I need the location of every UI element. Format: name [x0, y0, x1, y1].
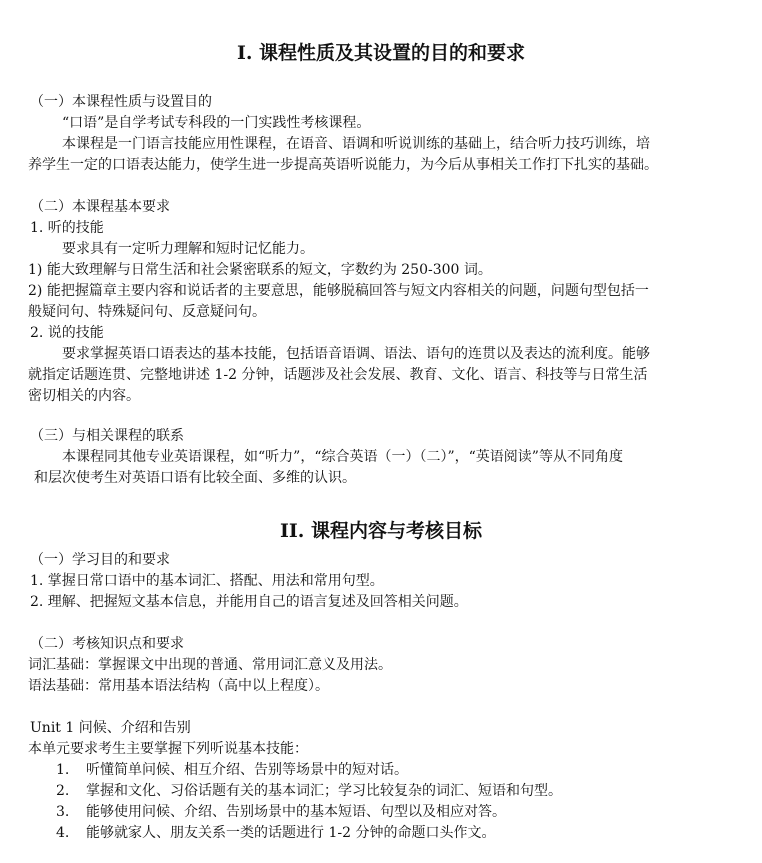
s1-part1-line: “口语”是自学考试专科段的一门实践性考核课程。: [62, 115, 371, 131]
s1-part3-line: 和层次使考生对英语口语有比较全面、多维的认识。: [34, 470, 356, 486]
s1-part2-line: 般疑问句、特殊疑问句、反意疑问句。: [28, 304, 266, 320]
s1-part2-line: 2. 说的技能: [30, 325, 104, 341]
section-1-title: I. 课程性质及其设置的目的和要求: [236, 42, 526, 64]
s1-part1-heading: （一）本课程性质与设置目的: [30, 94, 212, 110]
list-item-text: 听懂简单问候、相互介绍、告别等场景中的短对话。: [86, 762, 408, 778]
list-item-number: 3.: [56, 804, 70, 820]
s1-part2-heading: （二）本课程基本要求: [30, 199, 170, 215]
s2-part1-line: 2. 理解、把握短文基本信息，并能用自己的语言复述及回答相关问题。: [30, 594, 468, 610]
s1-part2-line: 1) 能大致理解与日常生活和社会紧密联系的短文，字数约为 250-300 词。: [28, 262, 492, 278]
s2-part2-line: 语法基础：常用基本语法结构（高中以上程度）。: [28, 678, 329, 694]
s1-part2-line: 密切相关的内容。: [28, 388, 140, 404]
list-item-text: 能够使用问候、介绍、告别场景中的基本短语、句型以及相应对答。: [86, 804, 506, 820]
unit1-intro: 本单元要求考生主要掌握下列听说基本技能：: [28, 741, 308, 757]
s1-part3-line: 本课程同其他专业英语课程，如“听力”，“综合英语（一）（二）”，“英语阅读”等从不同角度: [62, 449, 623, 465]
s2-part1-heading: （一）学习目的和要求: [30, 552, 170, 568]
section-2-title: II. 课程内容与考核目标: [279, 520, 482, 542]
s1-part1-line: 本课程是一门语言技能应用性课程，在语音、语调和听说训练的基础上，结合听力技巧训练，培: [62, 136, 650, 152]
s2-part2-heading: （二）考核知识点和要求: [30, 636, 184, 652]
list-item-number: 4.: [56, 825, 70, 841]
s1-part2-line: 要求具有一定听力理解和短时记忆能力。: [62, 241, 314, 257]
s2-part2-line: 词汇基础：掌握课文中出现的普通、常用词汇意义及用法。: [28, 657, 392, 673]
s2-part1-line: 1. 掌握日常口语中的基本词汇、搭配、用法和常用句型。: [30, 573, 384, 589]
list-item-text: 能够就家人、朋友关系一类的话题进行 1-2 分钟的命题口头作文。: [86, 825, 496, 841]
s1-part1-line: 养学生一定的口语表达能力，使学生进一步提高英语听说能力，为今后从事相关工作打下扎实的基础。: [28, 157, 658, 173]
s1-part2-line: 就指定话题连贯、完整地讲述 1-2 分钟，话题涉及社会发展、教育、文化、语言、科技等与日常生活: [28, 367, 648, 383]
s1-part3-heading: （三）与相关课程的联系: [30, 428, 184, 444]
s1-part2-line: 1. 听的技能: [30, 220, 104, 236]
list-item-text: 掌握和文化、习俗话题有关的基本词汇；学习比较复杂的词汇、短语和句型。: [86, 783, 562, 799]
s1-part2-line: 要求掌握英语口语表达的基本技能，包括语音语调、语法、语句的连贯以及表达的流利度。能够: [62, 346, 650, 362]
list-item-number: 1.: [56, 762, 70, 778]
list-item-number: 2.: [56, 783, 70, 799]
unit1-heading: Unit 1 问候、介绍和告别: [30, 720, 191, 736]
s1-part2-line: 2) 能把握篇章主要内容和说话者的主要意思，能够脱稿回答与短文内容相关的问题，问题句型包括一: [28, 283, 649, 299]
